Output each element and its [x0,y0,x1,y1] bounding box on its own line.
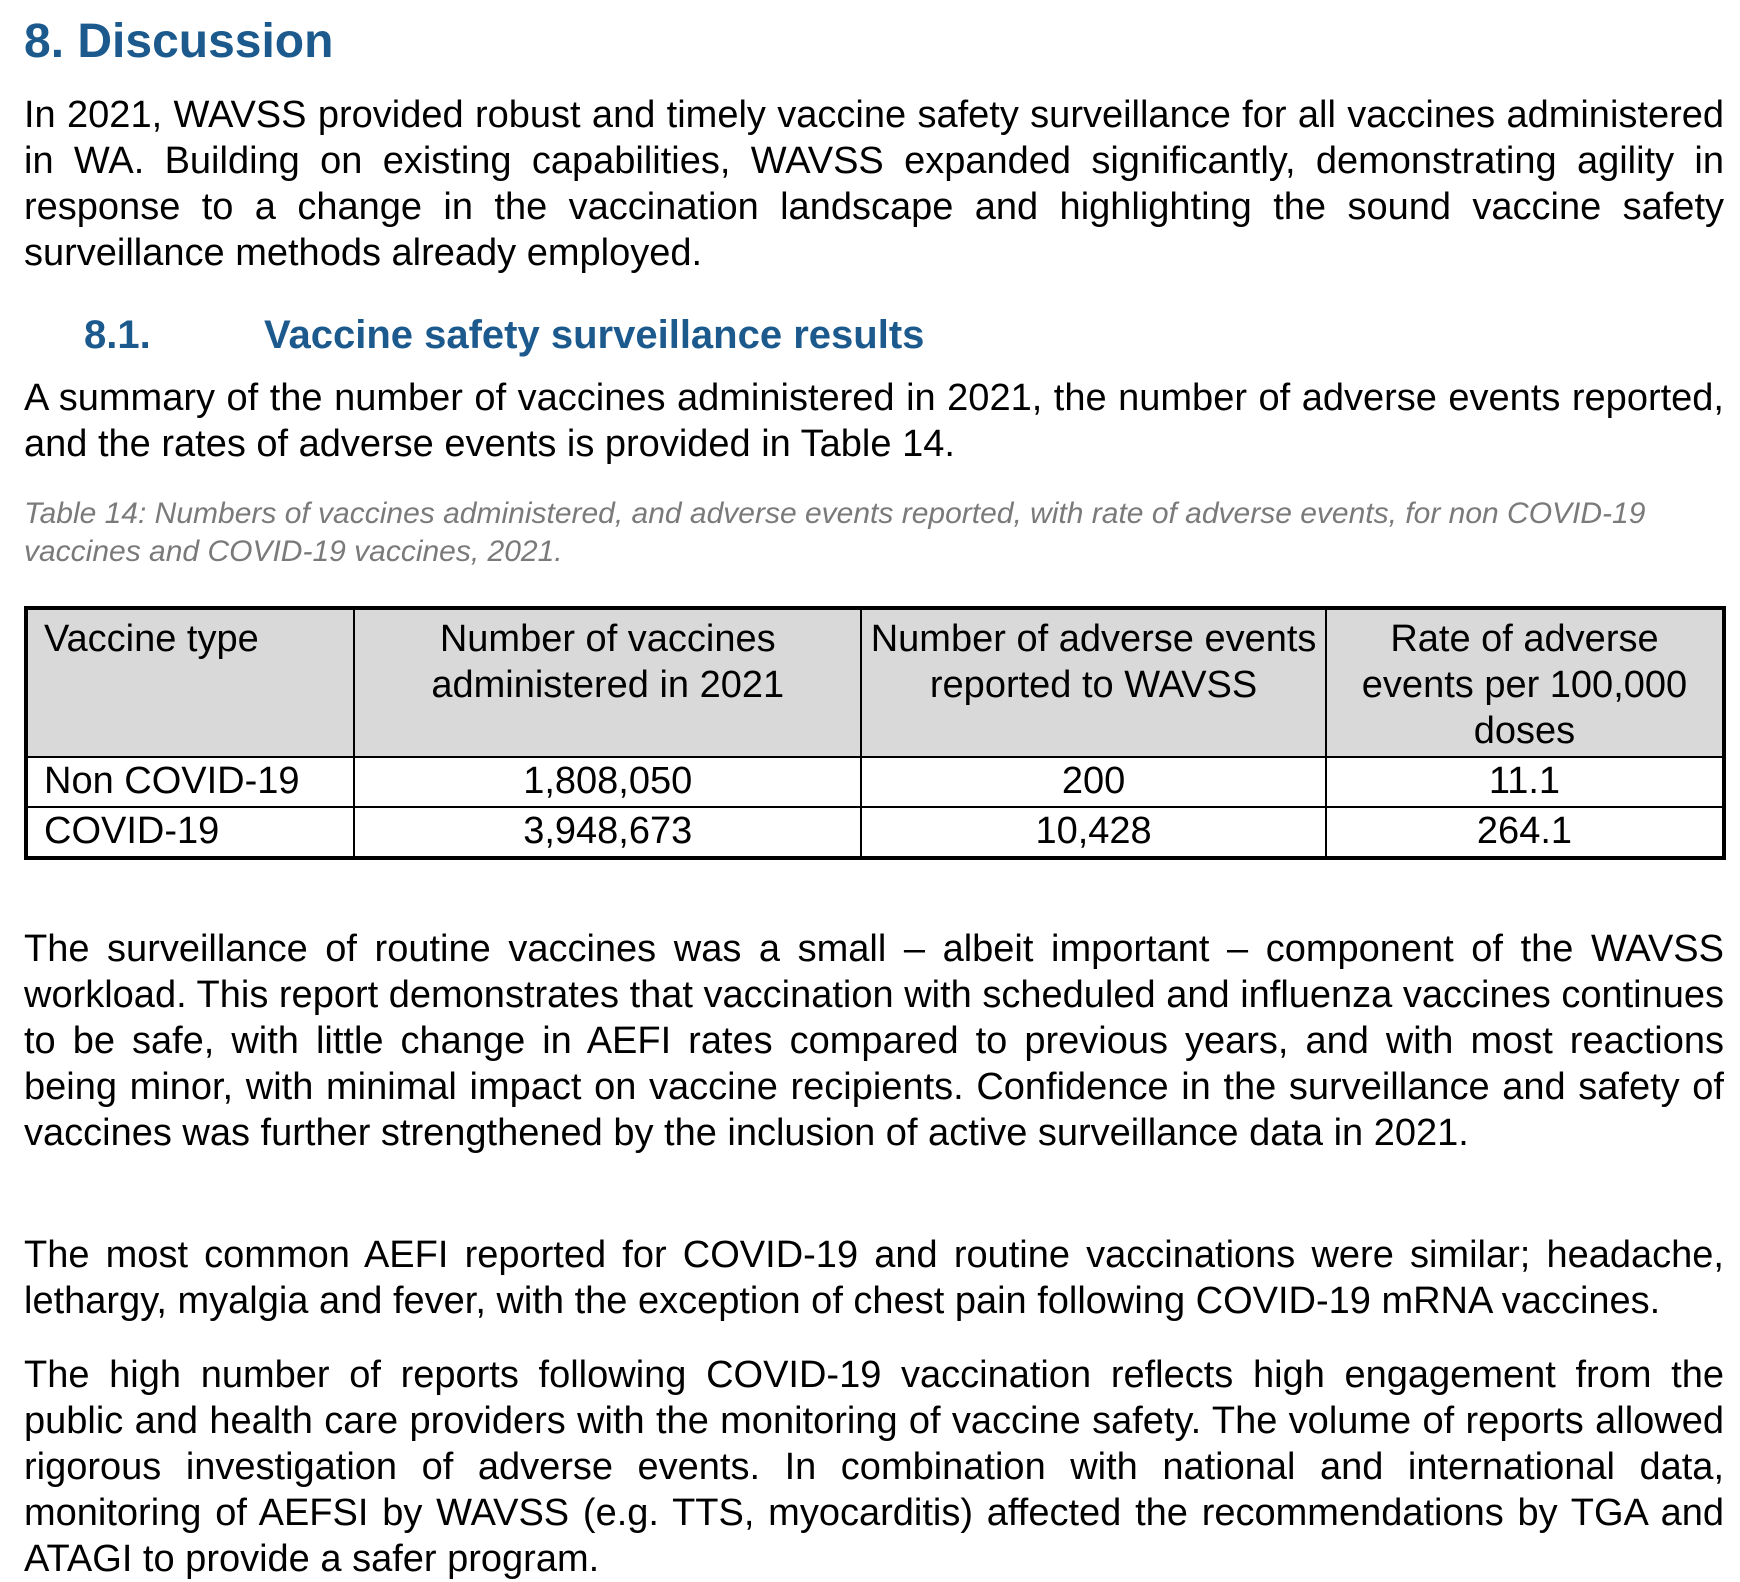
body-paragraph-routine: The surveillance of routine vaccines was a small – albeit important – component of the WAVSS workload. This report demonstrates that vaccination with scheduled and influenza vaccines continues to be safe, with little change in AEFI rates compared to previous years, and with most reactions being minor, with minimal impact on vaccine recipients. Confidence in the surveillance and safety of vaccines was further strengthened by the inclusion of active surveillance data in 2021. [24,928,1724,1154]
cell-vaccine-type: COVID-19 [26,807,354,858]
header-vaccines-administered: Number of vaccines administered in 2021 [354,608,861,757]
section-heading: 8. Discussion [24,15,334,68]
header-adverse-events: Number of adverse events reported to WAVSS [861,608,1326,757]
table-row [26,757,1724,807]
summary-paragraph: A summary of the number of vaccines administered in 2021, the number of adverse events reported, and the rates of adverse events is provided in Table 14. [24,377,1724,465]
cell-adverse-events: 10,428 [861,807,1326,858]
header-rate: Rate of adverse events per 100,000 doses [1326,608,1724,757]
body-paragraph-high-reports: The high number of reports following COVID-19 vaccination reflects high engagement from the public and health care providers with the monitoring of vaccine safety. The volume of reports allowed rigorous investigation of adverse events. In combination with national and international data, monitoring of AEFSI by WAVSS (e.g. TTS, myocarditis) affected the recommendations by TGA and ATAGI to provide a safer program. [24,1354,1724,1580]
subsection-heading [84,310,924,360]
cell-vaccines-administered: 3,948,673 [354,807,861,858]
table-header-row [26,608,1724,757]
table-row [26,807,1724,858]
cell-rate: 264.1 [1326,807,1724,858]
header-vaccine-type: Vaccine type [26,608,354,757]
body-paragraph-common-aefi: The most common AEFI reported for COVID-19 and routine vaccinations were similar; headache, lethargy, myalgia and fever, with the exception of chest pain following COVID-19 mRNA vaccines. [24,1234,1724,1322]
subsection-number: 8.1. [84,313,151,357]
cell-rate: 11.1 [1326,757,1724,807]
cell-adverse-events: 200 [861,757,1326,807]
table-caption: Table 14: Numbers of vaccines administered, and adverse events reported, with rate of adverse events, for non COVID-19 vaccines and COVID-19 vaccines, 2021. [24,497,1646,568]
subsection-title: Vaccine safety surveillance results [264,313,925,357]
results-table [24,606,1726,860]
cell-vaccines-administered: 1,808,050 [354,757,861,807]
intro-paragraph: In 2021, WAVSS provided robust and timely vaccine safety surveillance for all vaccines administered in WA. Building on existing capabilities, WAVSS expanded significantly, demonstrating agility in response to a change in the vaccination landscape and highlighting the sound vaccine safety surveillance methods already employed. [24,94,1724,274]
cell-vaccine-type: Non COVID-19 [26,757,354,807]
